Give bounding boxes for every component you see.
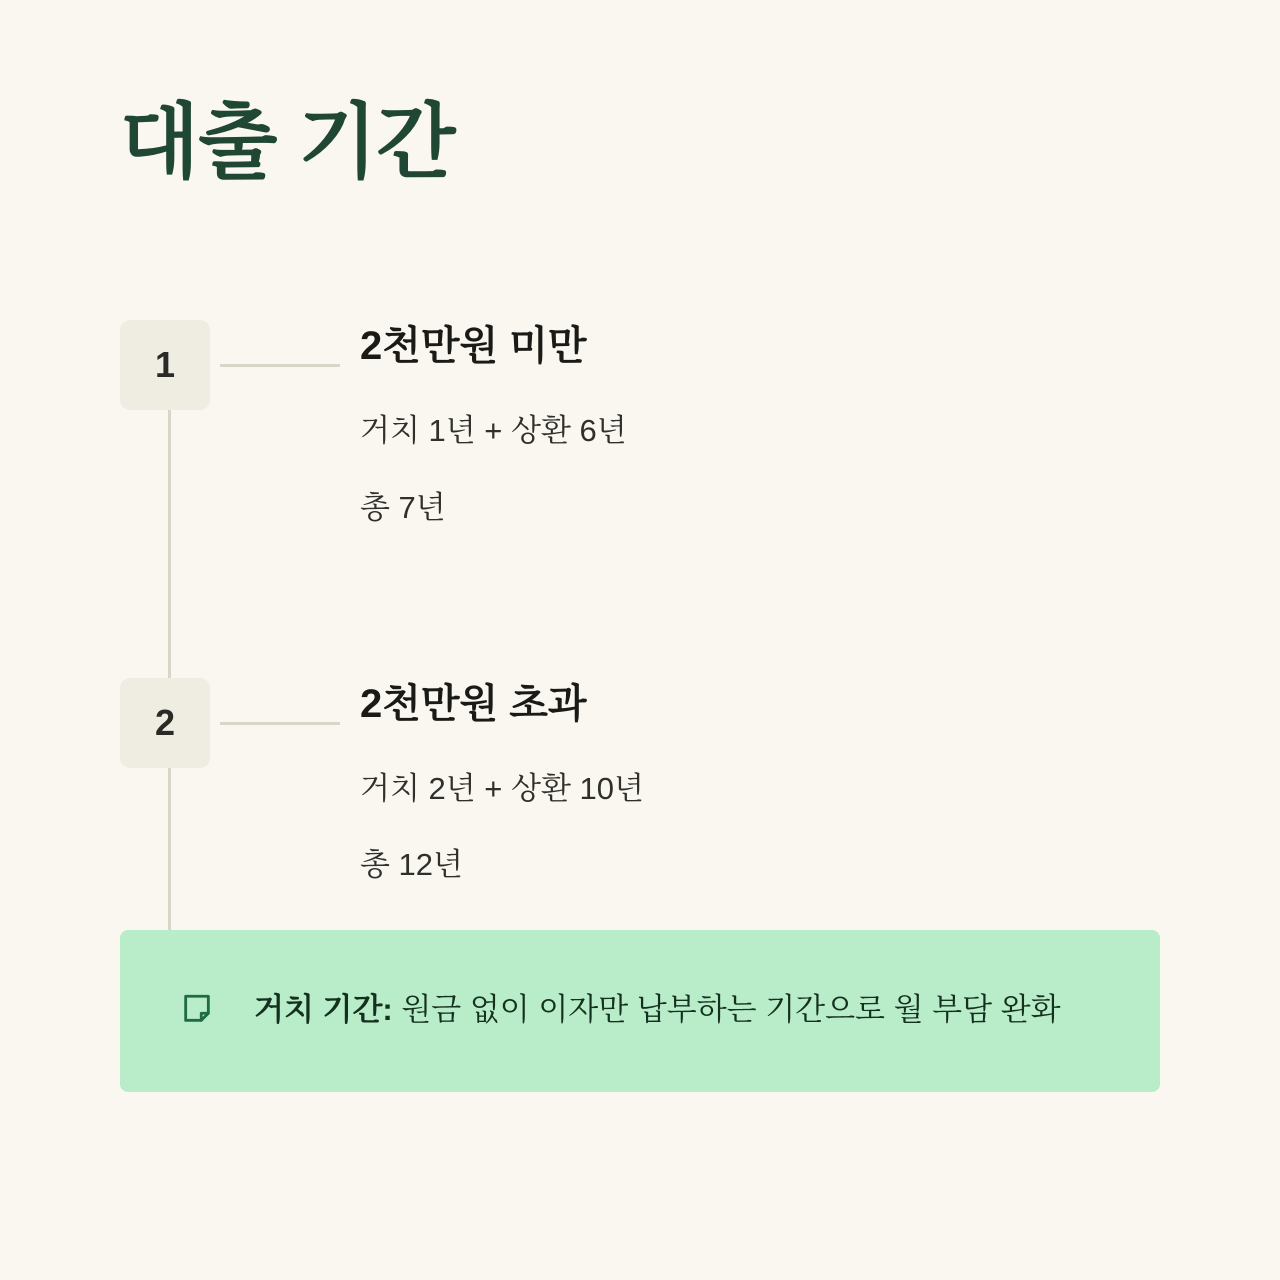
step-detail: 거치 1년 + 상환 6년	[360, 413, 627, 448]
note-label: 거치 기간:	[254, 992, 393, 1027]
note-text	[254, 986, 1061, 1034]
step-detail: 총 12년	[360, 847, 463, 883]
step-number-badge: 2	[120, 678, 210, 768]
timeline-step	[120, 678, 1160, 886]
timeline	[120, 320, 1160, 885]
note-callout	[120, 930, 1160, 1092]
step-detail: 거치 2년 + 상환 10년	[360, 770, 644, 806]
note-body: 원금 없이 이자만 납부하는 기간으로 월 부담 완화	[392, 992, 1061, 1027]
step-number-badge: 1	[120, 320, 210, 410]
sticky-note-icon	[180, 992, 214, 1026]
step-body	[360, 320, 1160, 528]
step-title: 2천만원 초과	[360, 681, 587, 726]
step-connector-line	[220, 364, 340, 367]
step-body	[360, 678, 1160, 886]
timeline-step	[120, 320, 1160, 528]
step-connector-line	[220, 722, 340, 725]
page-title: 대출 기간	[120, 97, 455, 188]
step-detail: 총 7년	[360, 489, 446, 525]
step-title: 2천만원 미만	[360, 324, 587, 368]
